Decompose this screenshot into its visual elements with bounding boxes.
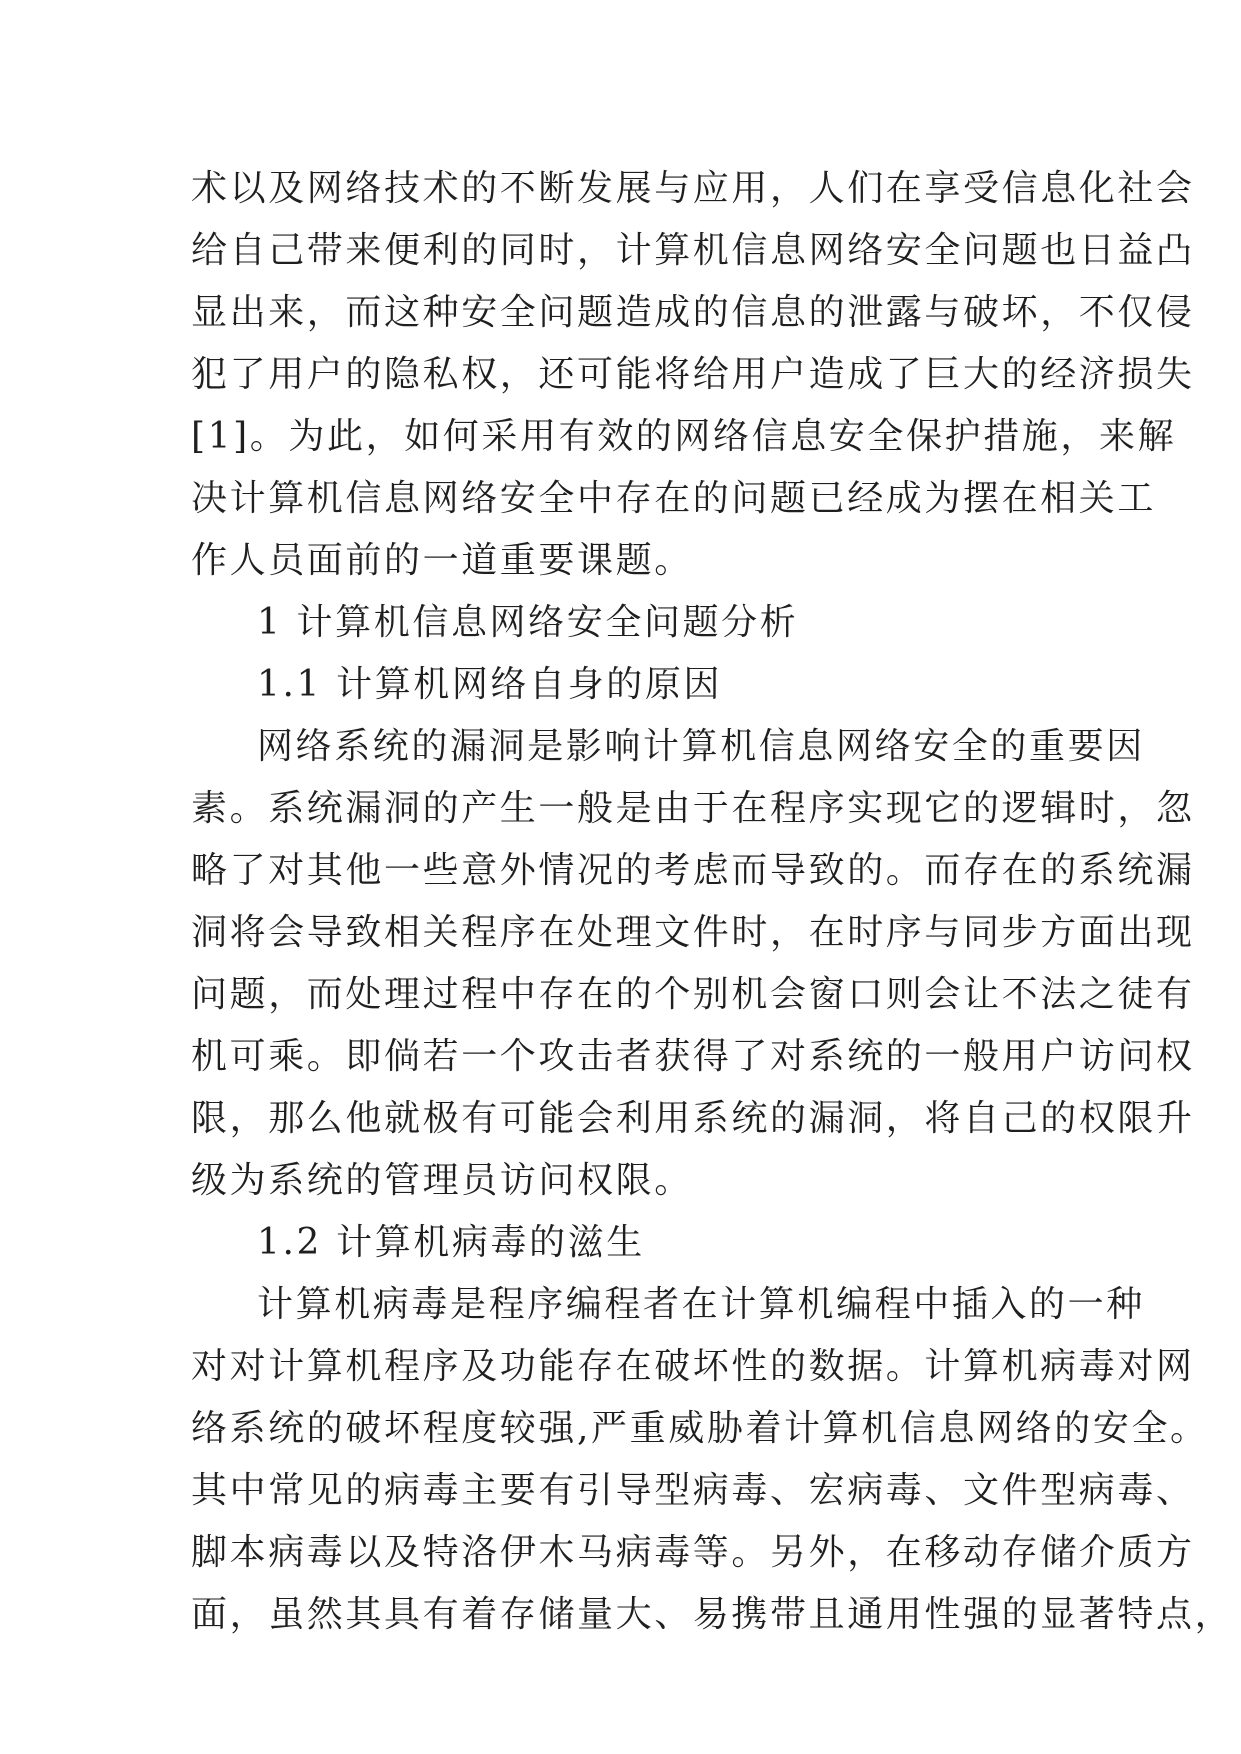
paragraph-line: 脚本病毒以及特洛伊木马病毒等。另外，在移动存储介质方 — [191, 1532, 1195, 1573]
paragraph-line: 显出来，而这种安全问题造成的信息的泄露与破坏，不仅侵 — [191, 292, 1195, 333]
paragraph-line: 计算机病毒是程序编程者在计算机编程中插入的一种 — [257, 1284, 1145, 1325]
paragraph-line: 络系统的破坏程度较强,严重威胁着计算机信息网络的安全。 — [191, 1408, 1209, 1449]
paragraph-line: 面，虽然其具有着存储量大、易携带且通用性强的显著特点， — [191, 1594, 1234, 1635]
paragraph-line: 问题，而处理过程中存在的个别机会窗口则会让不法之徒有 — [191, 974, 1195, 1015]
section-heading: 1 计算机信息网络安全问题分析 — [257, 602, 799, 643]
paragraph-line: 犯了用户的隐私权，还可能将给用户造成了巨大的经济损失 — [191, 354, 1195, 395]
paragraph-line: 网络系统的漏洞是影响计算机信息网络安全的重要因 — [257, 726, 1145, 767]
paragraph-line: 级为系统的管理员访问权限。 — [191, 1160, 693, 1201]
subsection-heading: 1.2 计算机病毒的滋生 — [257, 1222, 645, 1263]
paragraph-line: 决计算机信息网络安全中存在的问题已经成为摆在相关工 — [191, 478, 1157, 519]
paragraph-line: 其中常见的病毒主要有引导型病毒、宏病毒、文件型病毒、 — [191, 1470, 1195, 1511]
document-body — [191, 158, 1234, 1646]
paragraph-line: 素。系统漏洞的产生一般是由于在程序实现它的逻辑时，忽 — [191, 788, 1195, 829]
paragraph-line: 限，那么他就极有可能会利用系统的漏洞，将自己的权限升 — [191, 1098, 1195, 1139]
paragraph-line: 洞将会导致相关程序在处理文件时，在时序与同步方面出现 — [191, 912, 1195, 953]
paragraph-line: 略了对其他一些意外情况的考虑而导致的。而存在的系统漏 — [191, 850, 1195, 891]
paragraph-line: 给自己带来便利的同时，计算机信息网络安全问题也日益凸 — [191, 230, 1195, 271]
paragraph-line: 对对计算机程序及功能存在破坏性的数据。计算机病毒对网 — [191, 1346, 1195, 1387]
paragraph-line: 机可乘。即倘若一个攻击者获得了对系统的一般用户访问权 — [191, 1036, 1195, 1077]
paragraph-line: 术以及网络技术的不断发展与应用，人们在享受信息化社会 — [191, 168, 1195, 209]
paragraph-line: [1]。为此，如何采用有效的网络信息安全保护措施，来解 — [191, 416, 1177, 457]
paragraph-line: 作人员面前的一道重要课题。 — [191, 540, 693, 581]
subsection-heading: 1.1 计算机网络自身的原因 — [257, 664, 723, 705]
